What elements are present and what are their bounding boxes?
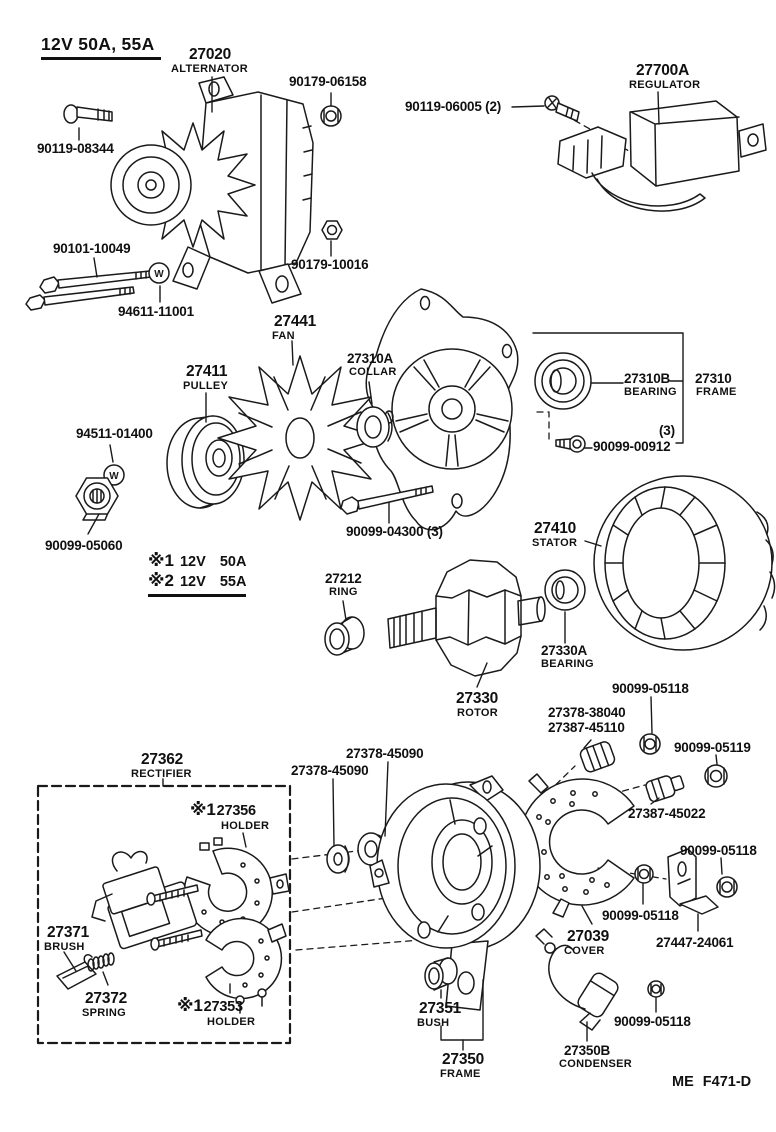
reference-mark: ※1	[177, 996, 203, 1015]
part-number: 90179-06158	[289, 74, 367, 89]
part-name: REGULATOR	[629, 79, 701, 92]
label-90099-05060	[45, 538, 122, 553]
part-name: ALTERNATOR	[171, 63, 248, 76]
part-number: 90099-05118	[602, 908, 679, 923]
part-number: 27387-45110	[548, 720, 625, 736]
label-bearing-rear	[541, 643, 594, 670]
label-ring	[324, 571, 362, 598]
washer-symbol-1	[149, 263, 169, 283]
quantity-note: (3)	[659, 423, 675, 438]
part-name: HOLDER	[207, 1015, 256, 1028]
part-number: 27020	[189, 46, 232, 63]
nut-90179-06158-drawing	[321, 106, 341, 126]
part-name: BEARING	[541, 658, 594, 671]
variant-note-2: ※2 12V 55A	[148, 571, 247, 590]
bearing-front-drawing	[535, 353, 591, 409]
part-number: 90179-10016	[291, 257, 369, 272]
label-condenser	[559, 1043, 632, 1070]
part-number: 27700A	[636, 62, 690, 79]
label-rotor	[455, 690, 498, 720]
label-90099-00912	[593, 439, 670, 454]
part-number: 94511-01400	[76, 426, 153, 441]
part-name: ROTOR	[457, 707, 499, 720]
nut-90099-05118-b-drawing	[635, 865, 653, 883]
nut-90179-10016-drawing	[322, 221, 342, 239]
bearing-rear-drawing	[545, 570, 585, 610]
part-number: 27212	[325, 571, 362, 586]
part-number: 27411	[186, 363, 228, 380]
part-number: 90099-05118	[680, 843, 757, 858]
label-90119-06005	[405, 99, 501, 114]
label-pulley	[183, 363, 228, 393]
label-90099-04300	[346, 524, 443, 539]
ring-27212-drawing	[325, 617, 364, 655]
part-number: 27356	[216, 803, 256, 819]
label-rectifier	[131, 751, 192, 781]
part-name: FRAME	[440, 1068, 481, 1081]
part-name: FRAME	[696, 386, 737, 399]
reference-mark: ※2	[148, 571, 174, 590]
part-name: BRUSH	[44, 941, 85, 954]
bolt-90119-08344-drawing	[64, 105, 112, 123]
label-insulators	[548, 705, 625, 735]
part-number: 90099-04300 (3)	[346, 524, 443, 539]
part-name: STATOR	[532, 537, 578, 550]
label-94611-11001	[118, 304, 194, 319]
label-alternator	[171, 46, 248, 76]
label-90119-08344	[37, 141, 114, 156]
part-name: HOLDER	[221, 819, 270, 832]
pulley-drawing	[167, 416, 244, 508]
part-name: FAN	[272, 330, 295, 343]
part-number: 90119-06005 (2)	[405, 99, 502, 114]
part-number: 27378-45090	[346, 746, 424, 761]
part-name: PULLEY	[183, 380, 229, 393]
variant-note-1: ※1 12V 50A	[148, 551, 247, 570]
part-name: RING	[329, 586, 358, 599]
screw-90099-00912-drawing	[556, 436, 585, 452]
label-fan	[272, 313, 316, 343]
part-name: BEARING	[624, 386, 677, 399]
front-frame-drawing	[366, 289, 518, 530]
part-number: 27371	[47, 924, 90, 941]
part-number: 90099-05118	[612, 681, 689, 696]
part-number: 90099-05118	[614, 1014, 691, 1029]
label-90099-05118-b	[680, 843, 757, 858]
part-number: 27330A	[541, 643, 588, 658]
terminal-drawing	[668, 849, 737, 914]
part-number: 27310B	[624, 371, 671, 386]
part-number: 27310	[695, 371, 732, 386]
label-bearing-front	[624, 371, 677, 398]
part-number: 27362	[141, 751, 184, 768]
part-number: 27378-45090	[291, 763, 369, 778]
nut-90099-05118-d-drawing	[648, 981, 664, 997]
label-bush	[417, 1000, 461, 1030]
label-90099-05119	[674, 740, 751, 755]
label-90099-05118-c	[602, 908, 679, 923]
label-frame-rear	[440, 1051, 484, 1081]
label-regulator	[629, 62, 700, 92]
part-name: CONDENSER	[559, 1058, 632, 1071]
label-94511-01400	[76, 426, 153, 441]
label-27378-45090-b	[291, 763, 368, 778]
svg-text:W: W	[109, 471, 119, 482]
part-name: COVER	[564, 945, 605, 958]
label-cover	[564, 928, 609, 958]
doc-code: ME F471-D	[672, 1074, 752, 1090]
label-90179-10016	[291, 257, 368, 272]
label-frame-front	[693, 371, 737, 398]
part-number: 94611-11001	[118, 304, 194, 319]
nut-90099-05060-drawing	[76, 478, 118, 520]
part-number: 27387-45022	[628, 806, 706, 821]
insulator-45022-drawing	[645, 772, 686, 803]
brush-holder-assembly-drawing	[92, 852, 202, 950]
part-number: 27353	[203, 999, 243, 1015]
label-collar	[347, 351, 397, 378]
part-name: SPRING	[82, 1007, 126, 1020]
label-90099-05118-d	[614, 1014, 691, 1029]
label-90179-06158	[289, 74, 366, 89]
reference-mark: ※1	[190, 800, 216, 819]
label-stator	[532, 520, 577, 550]
nut-90099-05118-a-drawing	[640, 734, 660, 754]
part-number: 27350	[442, 1051, 485, 1068]
part-number: 90101-10049	[53, 241, 131, 256]
label-27378-45090-a	[346, 746, 423, 761]
rotor-drawing	[388, 560, 545, 676]
part-number: 27039	[567, 928, 610, 945]
variant-notes	[148, 551, 246, 597]
stator-drawing	[594, 476, 775, 650]
part-number: 27310A	[347, 351, 394, 366]
washer-45090-flat-drawing	[327, 845, 349, 873]
part-number: 27410	[534, 520, 577, 537]
label-90101-10049	[53, 241, 130, 256]
part-name: BUSH	[417, 1017, 450, 1030]
regulator-drawing	[545, 96, 766, 211]
svg-text:W: W	[154, 269, 164, 280]
part-number: 90099-05060	[45, 538, 123, 553]
part-number: 27351	[419, 1000, 462, 1017]
part-number: 27447-24061	[656, 935, 734, 950]
part-number: 27372	[85, 990, 128, 1007]
part-number: 27330	[456, 690, 499, 707]
label-holder-upper	[190, 800, 269, 832]
label-holder-lower	[177, 996, 255, 1028]
spring-drawing	[88, 953, 114, 971]
reference-mark: ※1	[148, 551, 174, 570]
label-27447-24061	[656, 935, 733, 950]
label-27387-45022	[628, 806, 705, 821]
part-number: 27441	[274, 313, 317, 330]
part-number: 90119-08344	[37, 141, 114, 156]
insulator-38040-drawing	[579, 740, 616, 773]
nut-90099-05119-drawing	[705, 765, 727, 787]
fan-drawing	[218, 356, 382, 520]
label-spring	[82, 990, 127, 1020]
part-number: 90099-00912	[593, 439, 671, 454]
label-frame-front-qty	[659, 423, 675, 438]
part-number: 27378-38040	[548, 705, 626, 720]
spec-title: 12V 50A, 55A	[41, 34, 161, 60]
part-name: RECTIFIER	[131, 768, 192, 781]
part-number: 90099-05119	[674, 740, 751, 755]
part-name: COLLAR	[349, 366, 397, 379]
label-90099-05118-a	[612, 681, 689, 696]
part-number: 27350B	[564, 1043, 611, 1058]
label-brush	[44, 924, 89, 954]
bolt-90101-10049-drawing	[40, 271, 151, 293]
